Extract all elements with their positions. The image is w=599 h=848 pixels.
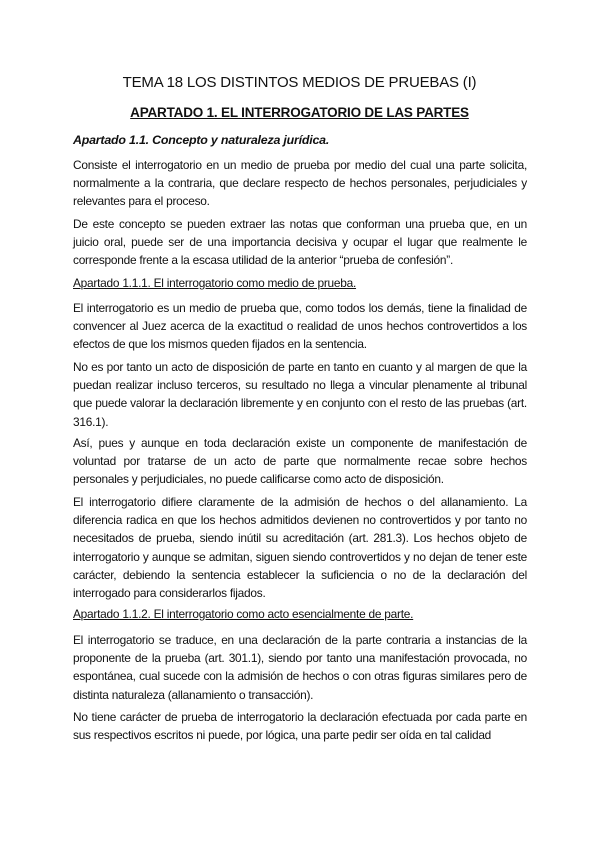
subsection-title: Apartado 1.1. Concepto y naturaleza jurídica. xyxy=(73,133,330,147)
section-title: APARTADO 1. EL INTERROGATORIO DE LAS PARTES xyxy=(130,105,469,120)
paragraph-notes: De este concepto se pueden extraer las notas que conforman una prueba que, en un juicio oral, puede ser de una importancia decisiva y ocupar el lugar que realmente le corresponde frente a la escasa utilidad de la anterior “prueba de confesión”. xyxy=(73,217,527,268)
paragraph-admision-hechos: El interrogatorio difiere claramente de la admisión de hechos o del allanamiento. La diferencia radica en que los hechos admitidos devienen no controvertidos y por tanto no necesitados de prueba, siendo inútil su acreditación (art. 281.3). Los hechos objeto de interrogatorio y aunque se admitan, siguen siendo controvertidos y no dejan de tener este carácter, debiendo la sentencia establecer la suficiencia o no de la declaración del interrogado para considerarlos fijados. xyxy=(73,495,527,601)
document-title: TEMA 18 LOS DISTINTOS MEDIOS DE PRUEBAS (I) xyxy=(122,74,477,91)
subsection-heading-1-1-2: Apartado 1.1.2. El interrogatorio como acto esencialmente de parte. xyxy=(73,607,414,621)
paragraph-declaracion-contraria: El interrogatorio se traduce, en una declaración de la parte contraria a instancias de la proponente de la prueba (art. 301.1), siendo por tanto una manifestación provocada, no espontánea, cual sucede con la admisión de hechos o con otras figuras similares pero de distinta naturaleza (allanamiento o transacción). xyxy=(73,633,527,702)
paragraph-escritos: No tiene carácter de prueba de interrogatorio la declaración efectuada por cada parte en sus respectivos escritos ni puede, por lógica, una parte pedir ser oída en tal calidad xyxy=(73,710,527,743)
paragraph-medio-prueba: El interrogatorio es un medio de prueba que, como todos los demás, tiene la finalidad de convencer al Juez acerca de la exactitud o realidad de unos hechos controvertidos a los efectos de que los mismos queden fijados en la sentencia. xyxy=(73,301,527,352)
paragraph-manifestacion-voluntad: Así, pues y aunque en toda declaración existe un componente de manifestación de voluntad por tratarse de un acto de parte que normalmente recae sobre hechos personales y perjudiciales, no puede calificarse como acto de disposición. xyxy=(73,436,527,487)
paragraph-concept: Consiste el interrogatorio en un medio de prueba por medio del cual una parte solicita, normalmente a la contraria, que declare respecto de hechos personales, perjudiciales y relevantes para el proceso. xyxy=(73,158,527,209)
subsection-heading-1-1-1: Apartado 1.1.1. El interrogatorio como medio de prueba. xyxy=(73,276,357,290)
paragraph-acto-disposicion: No es por tanto un acto de disposición de parte en tanto en cuanto y al margen de que la puedan realizar incluso terceros, su resultado no llega a vincular plenamente al tribunal que puede valorar la declaración libremente y en conjunto con el resto de las pruebas (art. 316.1). xyxy=(73,360,527,429)
